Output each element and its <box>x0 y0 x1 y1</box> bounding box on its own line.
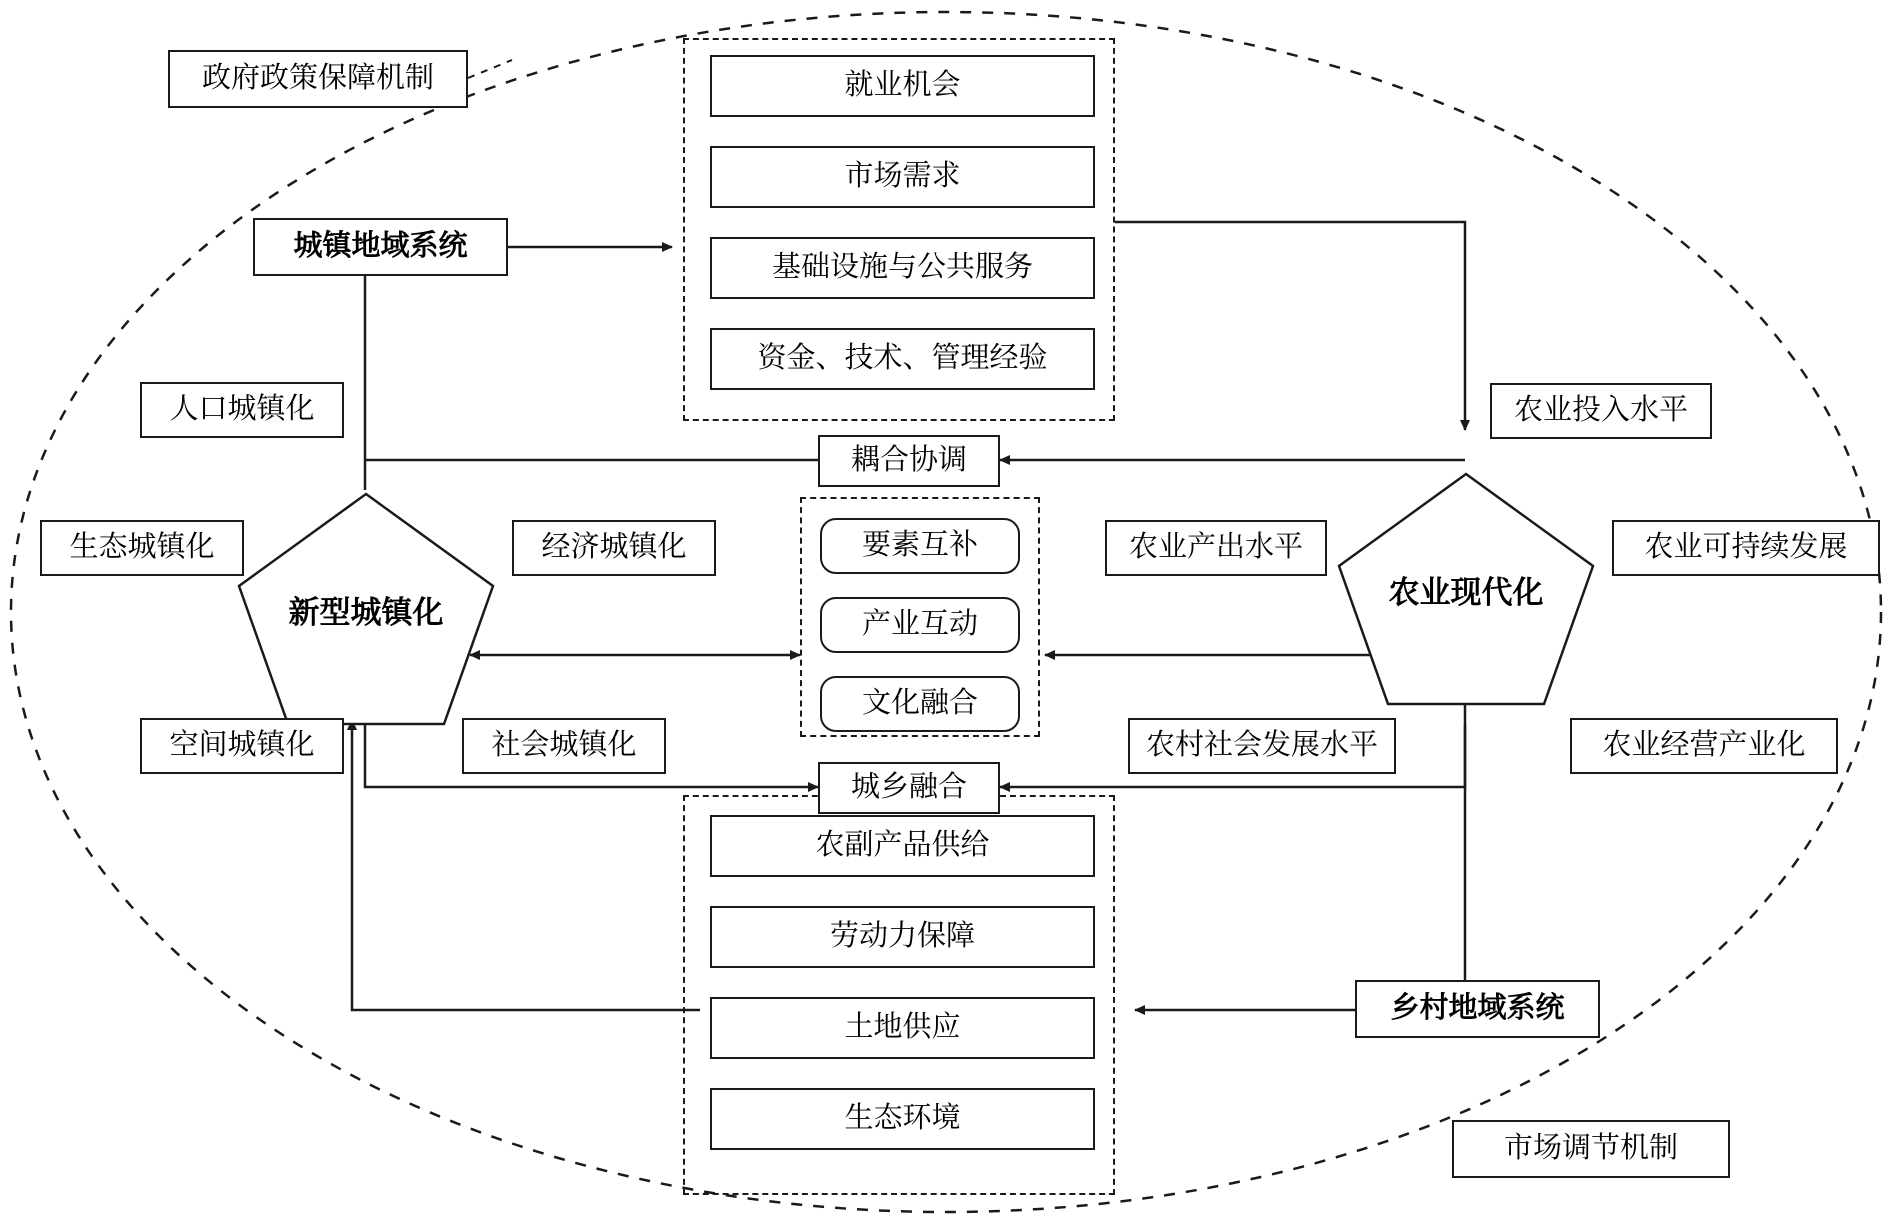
node-label: 耦合协调 <box>850 444 967 477</box>
node-market-mechanism[interactable] <box>1452 1120 1730 1178</box>
node-label: 产业互动 <box>861 608 978 641</box>
urbanization-dimension-5[interactable] <box>462 718 666 774</box>
node-rural-system[interactable] <box>1355 980 1600 1038</box>
node-label: 市场需求 <box>844 160 961 193</box>
node-urban-system[interactable] <box>253 218 508 276</box>
interaction-item-2[interactable] <box>820 597 1020 653</box>
agriculture-dimension-4[interactable] <box>1128 718 1396 774</box>
node-label: 乡村地域系统 <box>1390 992 1565 1025</box>
agriculture-dimension-3[interactable] <box>1612 520 1880 576</box>
agriculture-dimension-1[interactable] <box>1490 383 1712 439</box>
node-label: 农业产出水平 <box>1128 531 1303 564</box>
node-label: 生态环境 <box>844 1102 961 1135</box>
rural-output-item-2[interactable] <box>710 906 1095 968</box>
urbanization-dimension-1[interactable] <box>140 382 344 438</box>
government-leader-line <box>468 60 512 78</box>
node-label: 农村社会发展水平 <box>1145 729 1378 762</box>
node-label: 农业可持续发展 <box>1644 531 1848 564</box>
interaction-item-3[interactable] <box>820 676 1020 732</box>
urban-output-item-3[interactable] <box>710 237 1095 299</box>
node-label: 政府政策保障机制 <box>201 62 434 95</box>
arrow-urban-outputs-to-agri <box>1115 222 1465 430</box>
interaction-item-1[interactable] <box>820 518 1020 574</box>
node-label: 新型城镇化 <box>288 594 444 630</box>
node-label: 经济城镇化 <box>541 531 687 564</box>
node-label: 人口城镇化 <box>169 393 315 426</box>
node-label: 土地供应 <box>844 1011 961 1044</box>
node-label: 农副产品供给 <box>815 829 990 862</box>
node-label: 生态城镇化 <box>69 531 215 564</box>
node-urban-rural-fusion[interactable] <box>818 762 1000 814</box>
node-agricultural-modernization[interactable] <box>1335 470 1597 708</box>
node-label: 社会城镇化 <box>491 729 637 762</box>
node-label: 农业投入水平 <box>1513 394 1688 427</box>
urbanization-dimension-4[interactable] <box>140 718 344 774</box>
node-label: 城镇地域系统 <box>293 230 468 263</box>
agriculture-dimension-2[interactable] <box>1105 520 1327 576</box>
node-label: 资金、技术、管理经验 <box>757 342 1048 375</box>
node-coupling-coordination[interactable] <box>818 435 1000 487</box>
agriculture-dimension-5[interactable] <box>1570 718 1838 774</box>
rural-output-item-4[interactable] <box>710 1088 1095 1150</box>
node-label: 就业机会 <box>844 69 961 102</box>
urbanization-dimension-3[interactable] <box>512 520 716 576</box>
urban-output-item-4[interactable] <box>710 328 1095 390</box>
node-label: 要素互补 <box>861 529 978 562</box>
urban-output-item-2[interactable] <box>710 146 1095 208</box>
node-new-urbanization[interactable] <box>235 490 497 728</box>
node-label: 农业现代化 <box>1388 574 1544 610</box>
node-label: 农业经营产业化 <box>1602 729 1806 762</box>
node-government-mechanism[interactable] <box>168 50 468 108</box>
node-label: 劳动力保障 <box>829 920 975 953</box>
urbanization-dimension-2[interactable] <box>40 520 244 576</box>
node-label: 基础设施与公共服务 <box>771 251 1033 284</box>
node-label: 空间城镇化 <box>169 729 315 762</box>
node-label: 市场调节机制 <box>1503 1132 1678 1165</box>
node-label: 文化融合 <box>861 687 978 720</box>
urban-output-item-1[interactable] <box>710 55 1095 117</box>
rural-output-item-3[interactable] <box>710 997 1095 1059</box>
node-label: 城乡融合 <box>850 771 967 804</box>
rural-output-item-1[interactable] <box>710 815 1095 877</box>
